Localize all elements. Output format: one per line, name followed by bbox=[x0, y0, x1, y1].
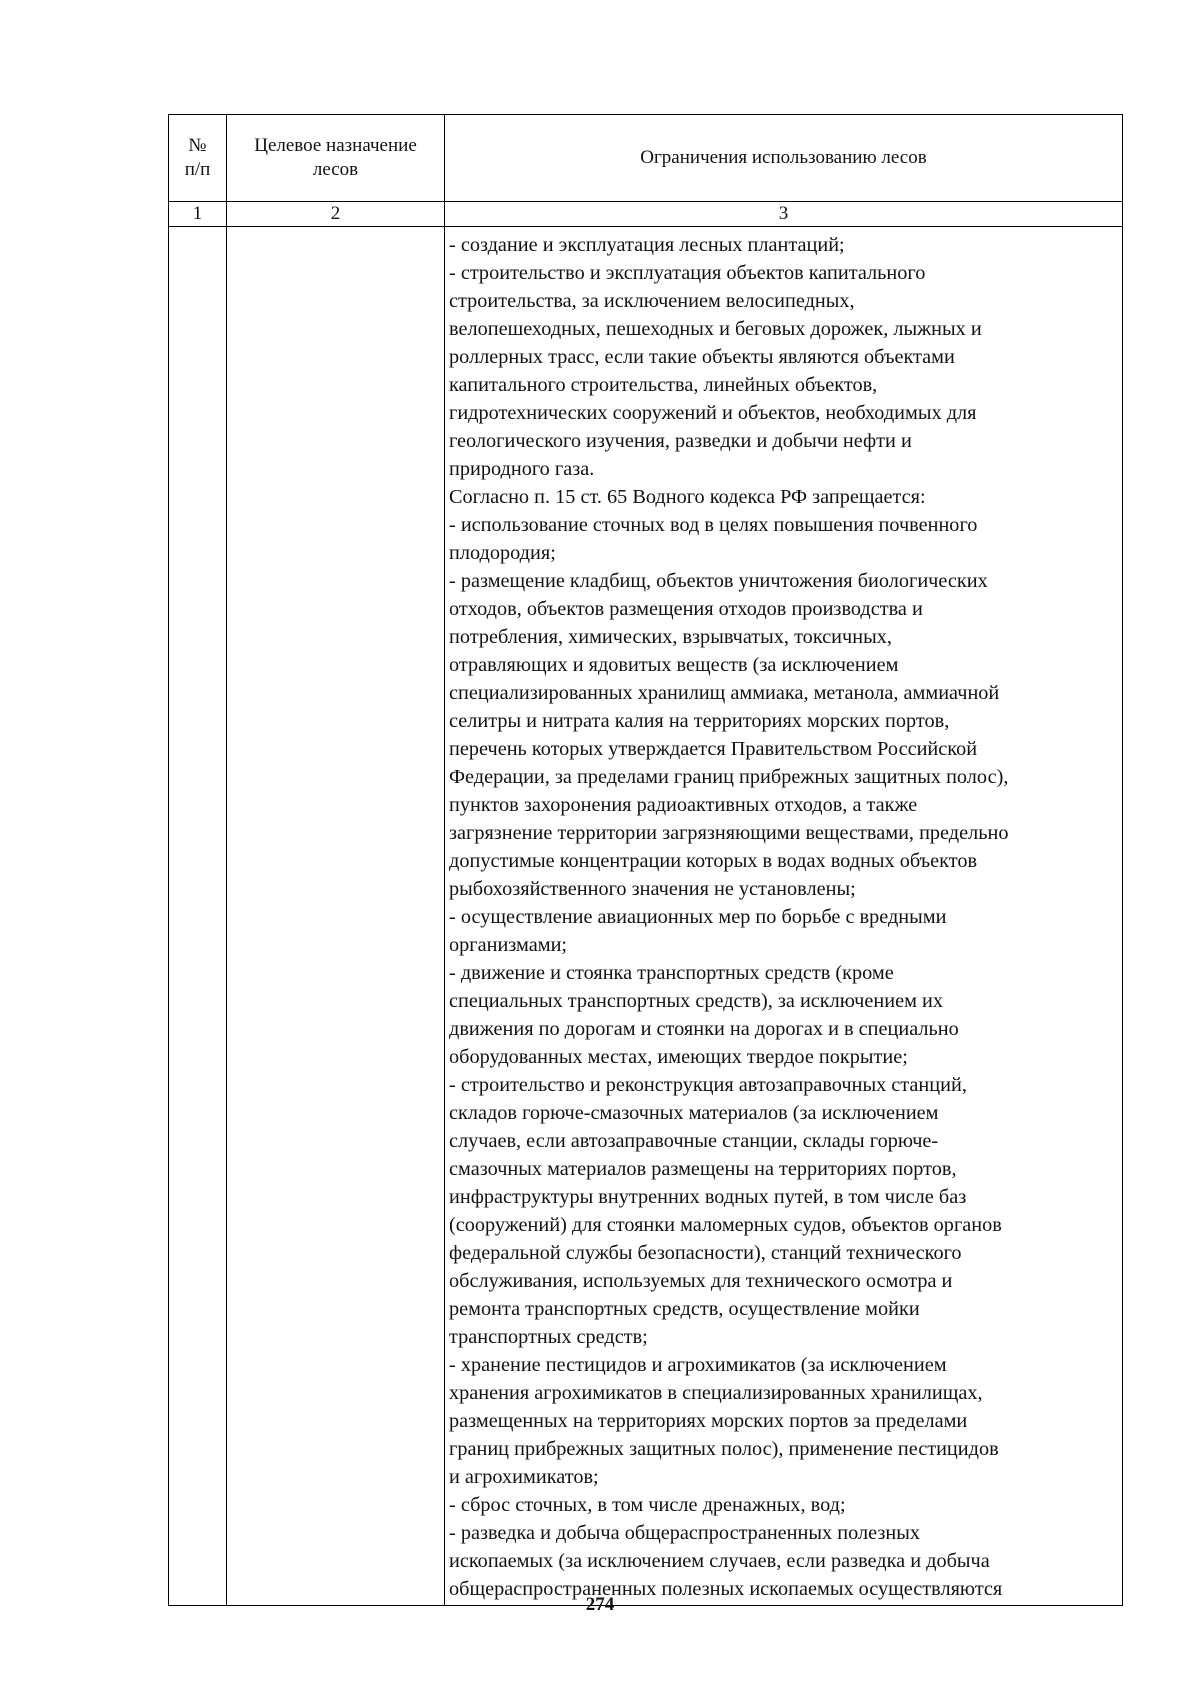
text-line: смазочных материалов размещены на территориях портов, bbox=[449, 1158, 957, 1180]
text-line: инфраструктуры внутренних водных путей, в том числе баз bbox=[449, 1186, 967, 1208]
text-line: федеральной службы безопасности), станций технического bbox=[449, 1242, 962, 1264]
row-restrictions-cell bbox=[445, 227, 1123, 1606]
column-numbers-row bbox=[169, 202, 1123, 227]
text-line: ремонта транспортных средств, осуществление мойки bbox=[449, 1298, 920, 1320]
text-line: - осуществление авиационных мер по борьбе с вредными bbox=[449, 906, 947, 928]
text-line: селитры и нитрата калия на территориях морских портов, bbox=[449, 710, 950, 732]
row-number-cell bbox=[169, 227, 227, 1606]
text-line: - сброс сточных, в том числе дренажных, вод; bbox=[449, 1494, 846, 1516]
text-line: границ прибрежных защитных полос), применение пестицидов bbox=[449, 1438, 999, 1460]
header-number-line-1: № bbox=[188, 135, 207, 156]
text-line: велопешеходных, пешеходных и беговых дорожек, лыжных и bbox=[449, 318, 982, 340]
text-line: специальных транспортных средств), за исключением их bbox=[449, 990, 943, 1012]
text-line: допустимые концентрации которых в водах водных объектов bbox=[449, 850, 978, 872]
text-line: ископаемых (за исключением случаев, если разведка и добыча bbox=[449, 1550, 990, 1572]
text-line: Федерации, за пределами границ прибрежных защитных полос), bbox=[449, 766, 1009, 788]
text-line: размещенных на территориях морских портов за пределами bbox=[449, 1410, 968, 1432]
restrictions-text bbox=[445, 229, 1122, 1603]
text-line: случаев, если автозаправочные станции, склады горюче- bbox=[449, 1130, 939, 1152]
table-row bbox=[169, 227, 1123, 1606]
text-line: строительства, за исключением велосипедных, bbox=[449, 290, 855, 312]
text-line: отравляющих и ядовитых веществ (за исключением bbox=[449, 654, 899, 676]
header-restrictions-label: Ограничения использованию лесов bbox=[640, 147, 927, 168]
column-number-2: 2 bbox=[227, 202, 445, 227]
text-line: - движение и стоянка транспортных средств (кроме bbox=[449, 962, 894, 984]
column-number-1: 1 bbox=[169, 202, 227, 227]
text-line: транспортных средств; bbox=[449, 1326, 648, 1348]
text-line: хранения агрохимикатов в специализированных хранилищах, bbox=[449, 1382, 983, 1404]
page-number: 274 bbox=[585, 1594, 615, 1615]
header-purpose-line-1: Целевое назначение bbox=[254, 135, 417, 156]
text-line: рыбохозяйственного значения не установлены; bbox=[449, 878, 856, 900]
text-line: природного газа. bbox=[449, 458, 595, 480]
text-line: пунктов захоронения радиоактивных отходов, а также bbox=[449, 794, 918, 816]
text-line: организмами; bbox=[449, 934, 568, 956]
text-line: плодородия; bbox=[449, 542, 556, 564]
text-line: загрязнение территории загрязняющими веществами, предельно bbox=[449, 822, 1009, 844]
header-purpose-cell bbox=[227, 115, 445, 202]
header-number-line-2: п/п bbox=[184, 159, 211, 180]
header-number-cell bbox=[169, 115, 227, 202]
text-line: роллерных трасс, если такие объекты являются объектами bbox=[449, 346, 955, 368]
text-line: Согласно п. 15 ст. 65 Водного кодекса РФ запрещается: bbox=[449, 486, 926, 508]
text-line: специализированных хранилищ аммиака, метанола, аммиачной bbox=[449, 682, 1000, 704]
text-line: - использование сточных вод в целях повышения почвенного bbox=[449, 514, 978, 536]
table-header-row bbox=[169, 115, 1123, 202]
text-line: оборудованных местах, имеющих твердое покрытие; bbox=[449, 1046, 908, 1068]
text-line: капитального строительства, линейных объектов, bbox=[449, 374, 878, 396]
text-line: - создание и эксплуатация лесных плантаций; bbox=[449, 234, 845, 256]
text-line: перечень которых утверждается Правительством Российской bbox=[449, 738, 978, 760]
row-purpose-cell bbox=[227, 227, 445, 1606]
column-number-3: 3 bbox=[445, 202, 1123, 227]
header-restrictions-cell bbox=[445, 115, 1123, 202]
text-line: движения по дорогам и стоянки на дорогах и в специально bbox=[449, 1018, 959, 1040]
text-line: - строительство и эксплуатация объектов капитального bbox=[449, 262, 926, 284]
text-line: отходов, объектов размещения отходов производства и bbox=[449, 598, 923, 620]
text-line: потребления, химических, взрывчатых, токсичных, bbox=[449, 626, 892, 648]
text-line: и агрохимикатов; bbox=[449, 1466, 599, 1488]
text-line: - строительство и реконструкция автозаправочных станций, bbox=[449, 1074, 967, 1096]
header-purpose-line-2: лесов bbox=[312, 159, 359, 180]
text-line: - разведка и добыча общераспространенных полезных bbox=[449, 1522, 920, 1544]
text-line: геологического изучения, разведки и добычи нефти и bbox=[449, 430, 912, 452]
restrictions-table bbox=[168, 114, 1123, 1606]
text-line: обслуживания, используемых для технического осмотра и bbox=[449, 1270, 953, 1292]
text-line: гидротехнических сооружений и объектов, необходимых для bbox=[449, 402, 977, 424]
text-line: общераспространенных полезных ископаемых осуществляются bbox=[449, 1578, 1003, 1600]
text-line: складов горюче-смазочных материалов (за исключением bbox=[449, 1102, 939, 1124]
text-line: - размещение кладбищ, объектов уничтожения биологических bbox=[449, 570, 988, 592]
text-line: - хранение пестицидов и агрохимикатов (за исключением bbox=[449, 1354, 947, 1376]
text-line: (сооружений) для стоянки маломерных судов, объектов органов bbox=[449, 1214, 1002, 1236]
